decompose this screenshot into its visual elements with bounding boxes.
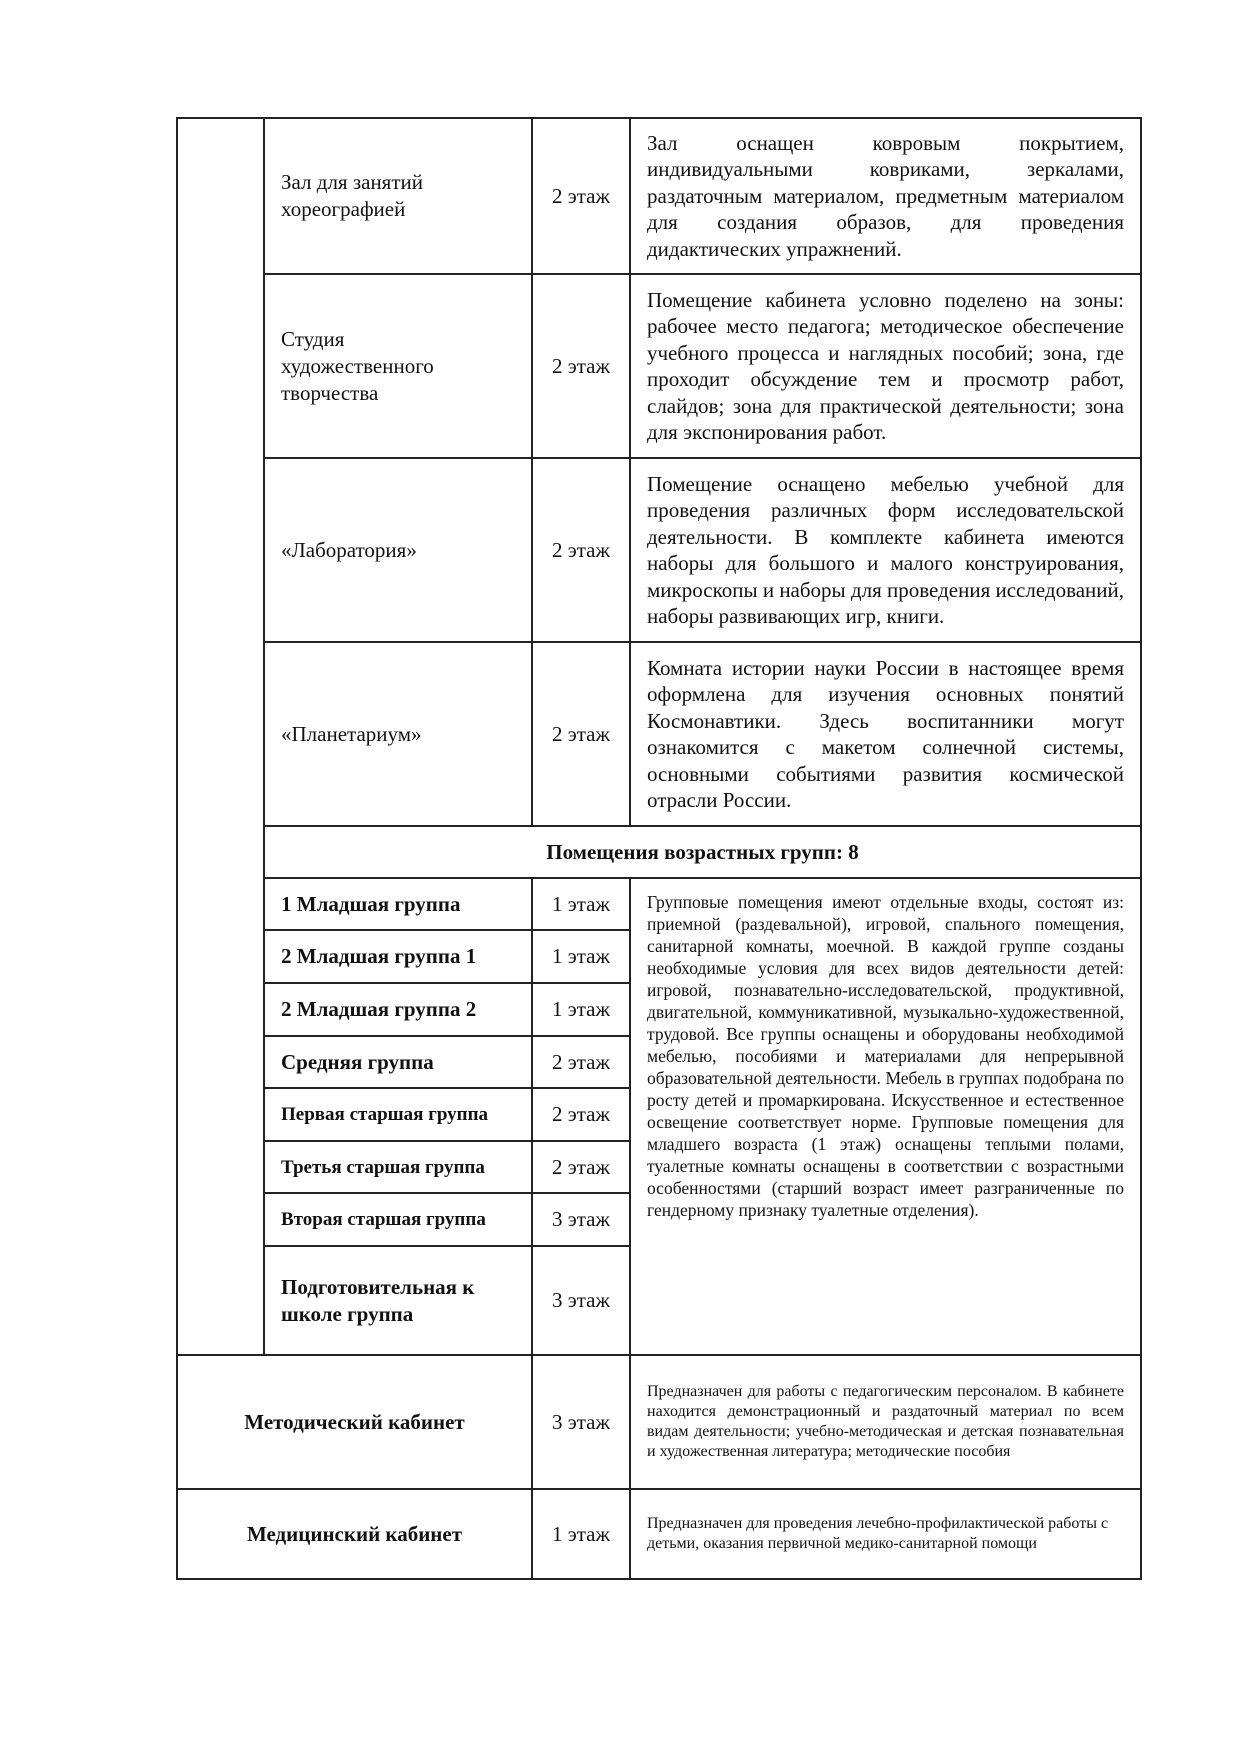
group-floor: 1 этаж: [551, 997, 611, 1021]
office-name: Медицинский кабинет: [246, 1521, 463, 1546]
room-name: «Лаборатория»: [281, 537, 417, 562]
group-floor: 1 этаж: [551, 944, 611, 968]
room-name: Зал для занятий хореографией: [281, 170, 423, 221]
group-name: 2 Младшая группа 1: [281, 944, 477, 968]
room-description: Помещение кабинета условно поделено на зоны: рабочее место педагога; методическое обеспечение учебного процесса и наглядных пособий; зона, где проходит обсуждение тем и просмотр работ, слайдов; зона для практической деятельности; зона для экспонирования работ.: [647, 287, 1124, 444]
office-floor: 1 этаж: [551, 1521, 611, 1546]
room-floor: 2 этаж: [551, 537, 611, 562]
room-name: Студия художественного творчества: [281, 326, 434, 405]
group-name: Подготовительная к школе группа: [281, 1274, 475, 1326]
room-description: Комната истории науки России в настоящее время оформлена для изучения основных понятий Космонавтики. Здесь воспитанники могут ознакомится с макетом солнечной системы, основными событиями развития космической отрасли России.: [647, 655, 1124, 812]
office-name: Методический кабинет: [244, 1409, 465, 1434]
room-description: Помещение оснащено мебелью учебной для проведения различных форм исследовательской деятельности. В комплекте кабинета имеются наборы для большого и малого конструирования, микроскопы и наборы для проведения исследований, наборы развивающих игр, книги.: [647, 471, 1124, 628]
office-description: Предназначен для работы с педагогическим персоналом. В кабинете находится демонстрационный и раздаточный материал по всем видам деятельности; учебно-методическая и детская познавательная и художественная литература; методические пособия: [647, 1383, 1124, 1460]
group-floor: 3 этаж: [551, 1288, 611, 1312]
group-name: Средняя группа: [281, 1049, 434, 1074]
group-name: Вторая старшая группа: [281, 1209, 486, 1230]
group-floor: 3 этаж: [551, 1207, 611, 1231]
group-floor: 2 этаж: [551, 1102, 611, 1126]
room-floor: 2 этаж: [551, 353, 611, 378]
group-name: 2 Младшая группа 2: [281, 997, 477, 1021]
room-floor: 2 этаж: [551, 183, 611, 208]
group-name: 1 Младшая группа: [281, 891, 461, 916]
room-description: Зал оснащен ковровым покрытием, индивидуальными ковриками, зеркалами, раздаточным материалом, предметным материалом для создания образов, для проведения дидактических упражнений.: [647, 130, 1124, 261]
age-groups-header: Помещения возрастных групп: 8: [546, 839, 859, 864]
group-name: Третья старшая группа: [281, 1156, 485, 1178]
office-floor: 3 этаж: [551, 1409, 611, 1434]
room-floor: 2 этаж: [551, 721, 611, 746]
group-floor: 2 этаж: [551, 1049, 611, 1074]
group-floor: 2 этаж: [551, 1154, 611, 1179]
group-floor: 1 этаж: [551, 891, 611, 916]
age-groups-description: Групповые помещения имеют отдельные входы, состоят из: приемной (раздевальной), игровой, спального помещения, санитарной комнаты, моечной. В каждой группе созданы необходимые условия для всех видов деятельности детей: игровой, познавательно-исследовательской, продуктивной, двигательной, коммуникативной, музыкально-художественной, трудовой. Все группы оснащены и оборудованы необходимой мебелью, пособиями и материалами для непрерывной образовательной деятельности. Мебель в группах подобрана по росту детей и промаркирована. Искусственное и естественное освещение соответствует норме. Групповые помещения для младшего возраста (1 этаж) оснащены теплыми полами, туалетные комнаты оснащены в соответствии с возрастными особенностями (старший возраст имеет разграниченные по гендерному признаку туалетные отделения).: [647, 892, 1124, 1220]
office-description: Предназначен для проведения лечебно-профилактической работы с детьми, оказания первичной медико-санитарной помощи: [647, 1515, 1109, 1552]
group-name: Первая старшая группа: [281, 1104, 489, 1125]
room-name: «Планетариум»: [281, 721, 422, 746]
